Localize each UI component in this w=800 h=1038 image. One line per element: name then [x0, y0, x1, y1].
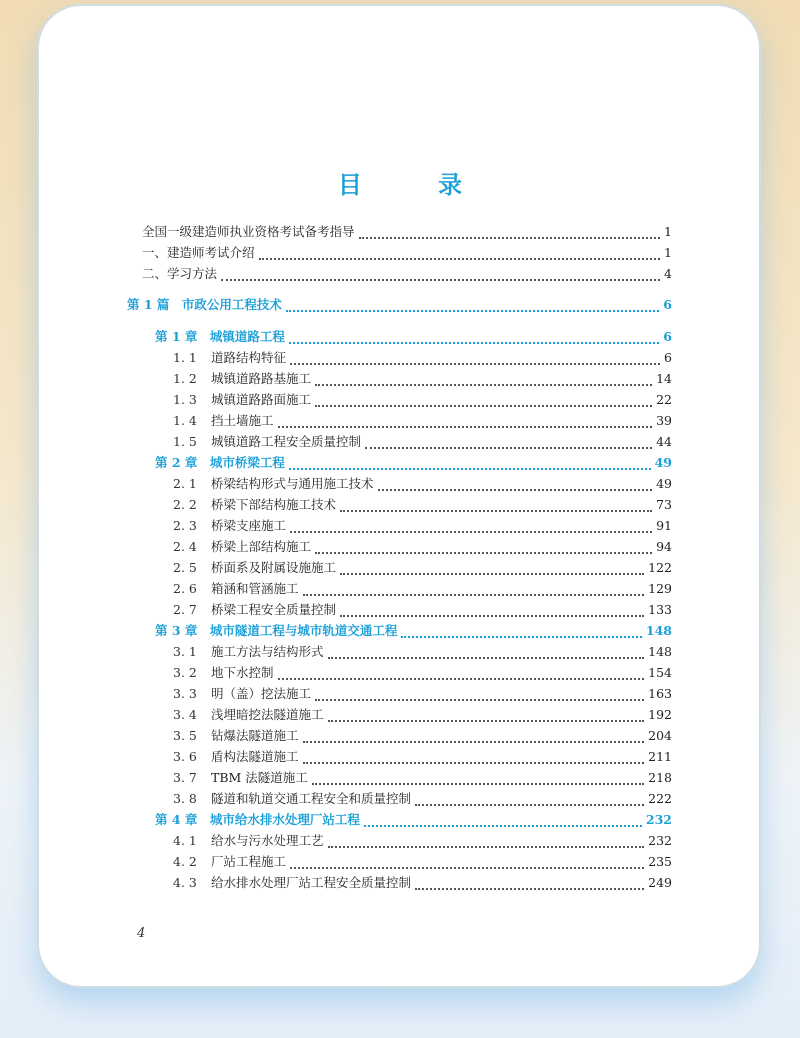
toc-section[interactable] — [173, 665, 672, 682]
toc-section[interactable] — [173, 749, 672, 766]
section-page: 163 — [648, 686, 672, 701]
section-page: 44 — [656, 434, 672, 449]
section-number: 3. 3 — [173, 686, 197, 701]
chapter-page: 6 — [663, 329, 672, 344]
section-label: 城镇道路路面施工 — [211, 392, 312, 407]
section-label: 挡土墙施工 — [211, 413, 274, 428]
section-page: 148 — [648, 644, 672, 659]
section-number: 2. 7 — [173, 602, 197, 617]
toc-page: 4 — [664, 266, 672, 281]
toc-section[interactable] — [173, 476, 672, 493]
toc-label: 全国一级建造师执业资格考试备考指导 — [142, 224, 355, 239]
leader-dots — [289, 460, 651, 470]
section-number: 3. 4 — [173, 707, 197, 722]
section-page: 94 — [656, 539, 672, 554]
section-number: 1. 5 — [173, 434, 197, 449]
toc-chapter[interactable] — [155, 329, 672, 346]
leader-dots — [315, 397, 652, 407]
section-page: 218 — [648, 770, 672, 785]
leader-dots — [364, 817, 642, 827]
section-page: 73 — [656, 497, 672, 512]
toc-section[interactable] — [173, 875, 672, 892]
section-page: 129 — [648, 581, 672, 596]
toc-label: 二、学习方法 — [142, 266, 218, 281]
chapter-label: 第 1 章 城镇道路工程 — [155, 329, 285, 344]
leader-dots — [290, 859, 644, 869]
part-label: 第 1 篇 市政公用工程技术 — [127, 297, 282, 312]
section-label: 桥梁结构形式与通用施工技术 — [211, 476, 374, 491]
section-label: 钻爆法隧道施工 — [211, 728, 299, 743]
section-page: 211 — [648, 749, 672, 764]
chapter-page: 232 — [645, 812, 672, 827]
section-number: 2. 2 — [173, 497, 197, 512]
section-page: 232 — [648, 833, 672, 848]
leader-dots — [290, 523, 652, 533]
section-page: 204 — [648, 728, 672, 743]
section-label: 城镇道路工程安全质量控制 — [211, 434, 362, 449]
toc-section[interactable] — [173, 539, 672, 556]
section-number: 3. 8 — [173, 791, 197, 806]
leader-dots — [303, 733, 645, 743]
leader-dots — [359, 229, 661, 239]
section-label: TBM 法隧道施工 — [211, 770, 308, 785]
section-number: 2. 5 — [173, 560, 197, 575]
section-number: 4. 2 — [173, 854, 197, 869]
toc-section[interactable] — [173, 518, 672, 535]
section-number: 3. 6 — [173, 749, 197, 764]
toc-page: 1 — [664, 224, 672, 239]
toc-section[interactable] — [173, 686, 672, 703]
section-label: 城镇道路路基施工 — [211, 371, 312, 386]
toc-section[interactable] — [173, 560, 672, 577]
section-label: 隧道和轨道交通工程安全和质量控制 — [211, 791, 412, 806]
section-label: 桥梁下部结构施工技术 — [211, 497, 337, 512]
leader-dots — [340, 565, 644, 575]
section-label: 道路结构特征 — [211, 350, 287, 365]
leader-dots — [328, 838, 645, 848]
section-label: 明（盖）挖法施工 — [211, 686, 312, 701]
leader-dots — [315, 691, 644, 701]
section-page: 39 — [656, 413, 672, 428]
section-page: 154 — [648, 665, 672, 680]
leader-dots — [303, 586, 645, 596]
section-number: 3. 1 — [173, 644, 197, 659]
chapter-label: 第 3 章 城市隧道工程与城市轨道交通工程 — [155, 623, 398, 638]
toc-section[interactable] — [173, 413, 672, 430]
leader-dots — [289, 334, 659, 344]
leader-dots — [401, 628, 642, 638]
chapter-label: 第 2 章 城市桥梁工程 — [155, 455, 285, 470]
section-label: 浅埋暗挖法隧道施工 — [211, 707, 324, 722]
section-label: 箱涵和管涵施工 — [211, 581, 299, 596]
chapter-label: 第 4 章 城市给水排水处理厂站工程 — [155, 812, 360, 827]
chapter-page: 148 — [645, 623, 672, 638]
toc-entry[interactable] — [142, 224, 672, 241]
leader-dots — [278, 670, 645, 680]
section-page: 49 — [656, 476, 672, 491]
section-label: 桥梁上部结构施工 — [211, 539, 312, 554]
section-page: 22 — [656, 392, 672, 407]
chapter-page: 49 — [654, 455, 672, 470]
toc-section[interactable] — [173, 434, 672, 451]
leader-dots — [415, 880, 644, 890]
leader-dots — [340, 607, 644, 617]
toc-entry[interactable] — [142, 266, 672, 283]
toc-chapter[interactable] — [155, 455, 672, 472]
toc-section[interactable] — [173, 770, 672, 787]
section-number: 1. 1 — [173, 350, 197, 365]
toc-section[interactable] — [173, 602, 672, 619]
toc-section[interactable] — [173, 854, 672, 871]
leader-dots — [290, 355, 660, 365]
section-number: 2. 4 — [173, 539, 197, 554]
toc-section[interactable] — [173, 791, 672, 808]
section-page: 249 — [648, 875, 672, 890]
section-page: 222 — [648, 791, 672, 806]
section-number: 2. 6 — [173, 581, 197, 596]
toc-section[interactable] — [173, 728, 672, 745]
section-label: 地下水控制 — [211, 665, 274, 680]
section-number: 4. 1 — [173, 833, 197, 848]
section-label: 施工方法与结构形式 — [211, 644, 324, 659]
toc-entry[interactable] — [142, 245, 672, 262]
leader-dots — [328, 649, 645, 659]
leader-dots — [340, 502, 652, 512]
section-label: 给水与污水处理工艺 — [211, 833, 324, 848]
section-number: 4. 3 — [173, 875, 197, 890]
leader-dots — [328, 712, 645, 722]
toc-section[interactable] — [173, 371, 672, 388]
section-number: 2. 1 — [173, 476, 197, 491]
leader-dots — [278, 418, 653, 428]
section-page: 235 — [648, 854, 672, 869]
toc-page: 1 — [664, 245, 672, 260]
section-page: 91 — [656, 518, 672, 533]
section-number: 1. 4 — [173, 413, 197, 428]
leader-dots — [221, 271, 660, 281]
leader-dots — [312, 775, 644, 785]
section-number: 2. 3 — [173, 518, 197, 533]
toc-section[interactable] — [173, 392, 672, 409]
toc-section[interactable] — [173, 497, 672, 514]
toc-section[interactable] — [173, 350, 672, 367]
section-label: 给水排水处理厂站工程安全质量控制 — [211, 875, 412, 890]
leader-dots — [415, 796, 644, 806]
leader-dots — [259, 250, 661, 260]
toc-chapter[interactable] — [155, 812, 672, 829]
section-number: 3. 5 — [173, 728, 197, 743]
part-page: 6 — [663, 297, 672, 312]
page-title: 目 录 — [337, 171, 497, 199]
toc-section[interactable] — [173, 581, 672, 598]
leader-dots — [315, 544, 652, 554]
toc-chapter[interactable] — [155, 623, 672, 640]
section-label: 盾构法隧道施工 — [211, 749, 299, 764]
section-page: 192 — [648, 707, 672, 722]
toc-label: 一、建造师考试介绍 — [142, 245, 255, 260]
leader-dots — [286, 302, 659, 312]
section-number: 3. 7 — [173, 770, 197, 785]
leader-dots — [315, 376, 652, 386]
section-number: 1. 2 — [173, 371, 197, 386]
toc-section[interactable] — [173, 707, 672, 724]
leader-dots — [365, 439, 652, 449]
section-page: 14 — [656, 371, 672, 386]
section-number: 1. 3 — [173, 392, 197, 407]
section-label: 厂站工程施工 — [211, 854, 287, 869]
toc-section[interactable] — [173, 644, 672, 661]
section-number: 3. 2 — [173, 665, 197, 680]
toc-section[interactable] — [173, 833, 672, 850]
section-page: 122 — [648, 560, 672, 575]
leader-dots — [378, 481, 653, 491]
leader-dots — [303, 754, 645, 764]
section-page: 6 — [664, 350, 672, 365]
toc-part[interactable] — [127, 297, 672, 314]
page-number: 4 — [137, 926, 146, 941]
section-label: 桥梁支座施工 — [211, 518, 287, 533]
section-label: 桥梁工程安全质量控制 — [211, 602, 337, 617]
section-label: 桥面系及附属设施施工 — [211, 560, 337, 575]
section-page: 133 — [648, 602, 672, 617]
